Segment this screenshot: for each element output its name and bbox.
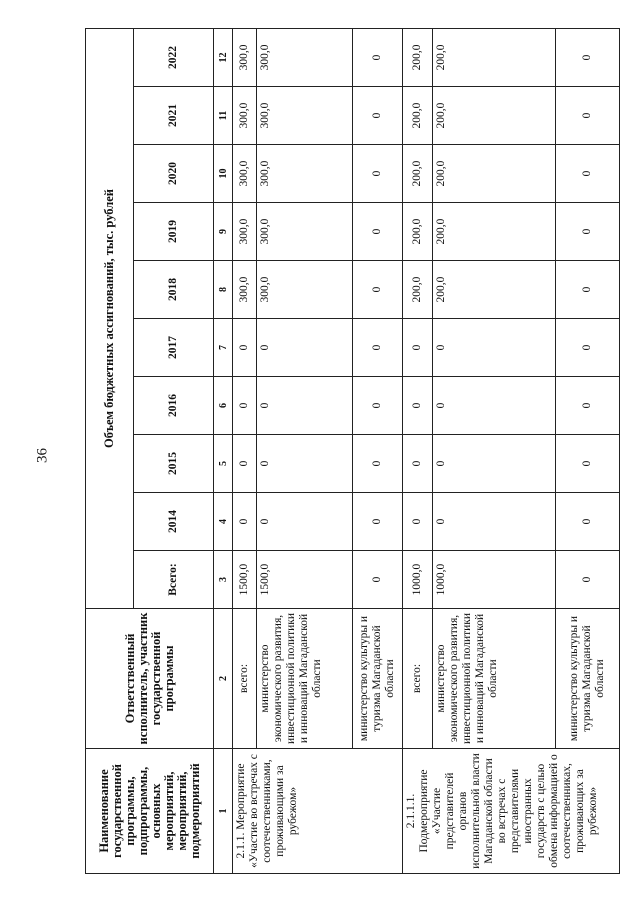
value-cell: 0 (555, 435, 619, 493)
value-cell: 300,0 (233, 145, 257, 203)
value-cell: 0 (555, 377, 619, 435)
value-cell: 0 (352, 87, 402, 145)
header-year: 2021 (134, 87, 214, 145)
value-cell: 0 (433, 493, 556, 551)
table-row (433, 28, 556, 873)
executor-cell: министерство культуры и туризма Магаданской области (555, 609, 619, 749)
value-cell: 200,0 (402, 261, 433, 319)
executor-cell: министерство экономического развития, инвестиционной политики и инноваций Магаданской области (256, 609, 352, 749)
value-cell: 0 (256, 493, 352, 551)
value-cell: 200,0 (433, 145, 556, 203)
header-year: 2020 (134, 145, 214, 203)
column-number: 8 (214, 261, 233, 319)
value-cell: 0 (352, 319, 402, 377)
value-cell: 300,0 (256, 203, 352, 261)
header-year: 2015 (134, 435, 214, 493)
header-year: 2019 (134, 203, 214, 261)
value-cell: 300,0 (256, 28, 352, 86)
value-cell: 0 (233, 319, 257, 377)
header-budget-group: Объем бюджетных ассигнований, тыс. рублей (86, 28, 134, 608)
value-cell: 200,0 (402, 87, 433, 145)
value-cell: 200,0 (402, 145, 433, 203)
header-year: 2017 (134, 319, 214, 377)
value-cell: 0 (352, 551, 402, 609)
column-number: 2 (214, 609, 233, 749)
value-cell: 200,0 (402, 203, 433, 261)
measure-name: 2.1.1.1. Подмероприятие «Участие представителей органов исполнительной власти Магаданской области во встречах с представителями иностранных государств с целью обмена информацией о соотечественниках, проживающих за рубежом» (402, 749, 619, 874)
header-executor: Ответственный исполнитель, участник государственной программы (86, 609, 214, 749)
measure-name: 2.1.1. Мероприятие «Участие во встречах с соотечественниками, проживающими за рубежом» (233, 749, 403, 874)
header-year: 2014 (134, 493, 214, 551)
value-cell: 0 (352, 261, 402, 319)
value-cell: 0 (402, 319, 433, 377)
budget-table-container (85, 29, 620, 874)
header-year: 2016 (134, 377, 214, 435)
header-total: Всего: (134, 551, 214, 609)
value-cell: 0 (555, 551, 619, 609)
value-cell: 0 (233, 377, 257, 435)
column-number: 9 (214, 203, 233, 261)
executor-cell: всего: (233, 609, 257, 749)
value-cell: 300,0 (233, 87, 257, 145)
executor-cell: всего: (402, 609, 433, 749)
value-cell: 0 (352, 145, 402, 203)
value-cell: 200,0 (402, 28, 433, 86)
value-cell: 300,0 (233, 28, 257, 86)
value-cell: 0 (256, 377, 352, 435)
column-number: 10 (214, 145, 233, 203)
value-cell: 1500,0 (233, 551, 257, 609)
budget-table (85, 28, 620, 874)
value-cell: 0 (555, 145, 619, 203)
value-cell: 0 (352, 203, 402, 261)
column-number: 3 (214, 551, 233, 609)
value-cell: 300,0 (256, 261, 352, 319)
header-year: 2022 (134, 28, 214, 86)
table-row (352, 28, 402, 873)
value-cell: 200,0 (433, 28, 556, 86)
value-cell: 1000,0 (433, 551, 556, 609)
value-cell: 200,0 (433, 203, 556, 261)
value-cell: 1500,0 (256, 551, 352, 609)
table-row (555, 28, 619, 873)
value-cell: 300,0 (256, 87, 352, 145)
value-cell: 0 (352, 493, 402, 551)
value-cell: 0 (256, 319, 352, 377)
value-cell: 0 (433, 377, 556, 435)
value-cell: 0 (352, 435, 402, 493)
value-cell: 0 (233, 435, 257, 493)
column-number: 7 (214, 319, 233, 377)
executor-cell: министерство экономического развития, инвестиционной политики и инноваций Магаданской области (433, 609, 556, 749)
value-cell: 0 (555, 493, 619, 551)
value-cell: 0 (555, 203, 619, 261)
value-cell: 0 (555, 28, 619, 86)
table-row (402, 28, 433, 873)
value-cell: 0 (433, 319, 556, 377)
page-number: 36 (34, 448, 51, 463)
column-number: 1 (214, 749, 233, 874)
header-name: Наименование государственной программы, подпрограммы, основных мероприятий, мероприятий, подмероприятий (86, 749, 214, 874)
value-cell: 200,0 (433, 261, 556, 319)
value-cell: 200,0 (433, 87, 556, 145)
value-cell: 1000,0 (402, 551, 433, 609)
value-cell: 300,0 (233, 203, 257, 261)
value-cell: 300,0 (256, 145, 352, 203)
value-cell: 0 (555, 319, 619, 377)
executor-cell: министерство культуры и туризма Магаданской области (352, 609, 402, 749)
value-cell: 0 (402, 377, 433, 435)
value-cell: 0 (402, 435, 433, 493)
value-cell: 0 (433, 435, 556, 493)
column-number: 12 (214, 28, 233, 86)
value-cell: 300,0 (233, 261, 257, 319)
value-cell: 0 (256, 435, 352, 493)
value-cell: 0 (352, 377, 402, 435)
column-number: 4 (214, 493, 233, 551)
value-cell: 0 (555, 261, 619, 319)
value-cell: 0 (233, 493, 257, 551)
value-cell: 0 (555, 87, 619, 145)
value-cell: 0 (352, 28, 402, 86)
header-year: 2018 (134, 261, 214, 319)
value-cell: 0 (402, 493, 433, 551)
column-number: 11 (214, 87, 233, 145)
column-number: 6 (214, 377, 233, 435)
table-row (233, 28, 257, 873)
table-row (256, 28, 352, 873)
column-number: 5 (214, 435, 233, 493)
